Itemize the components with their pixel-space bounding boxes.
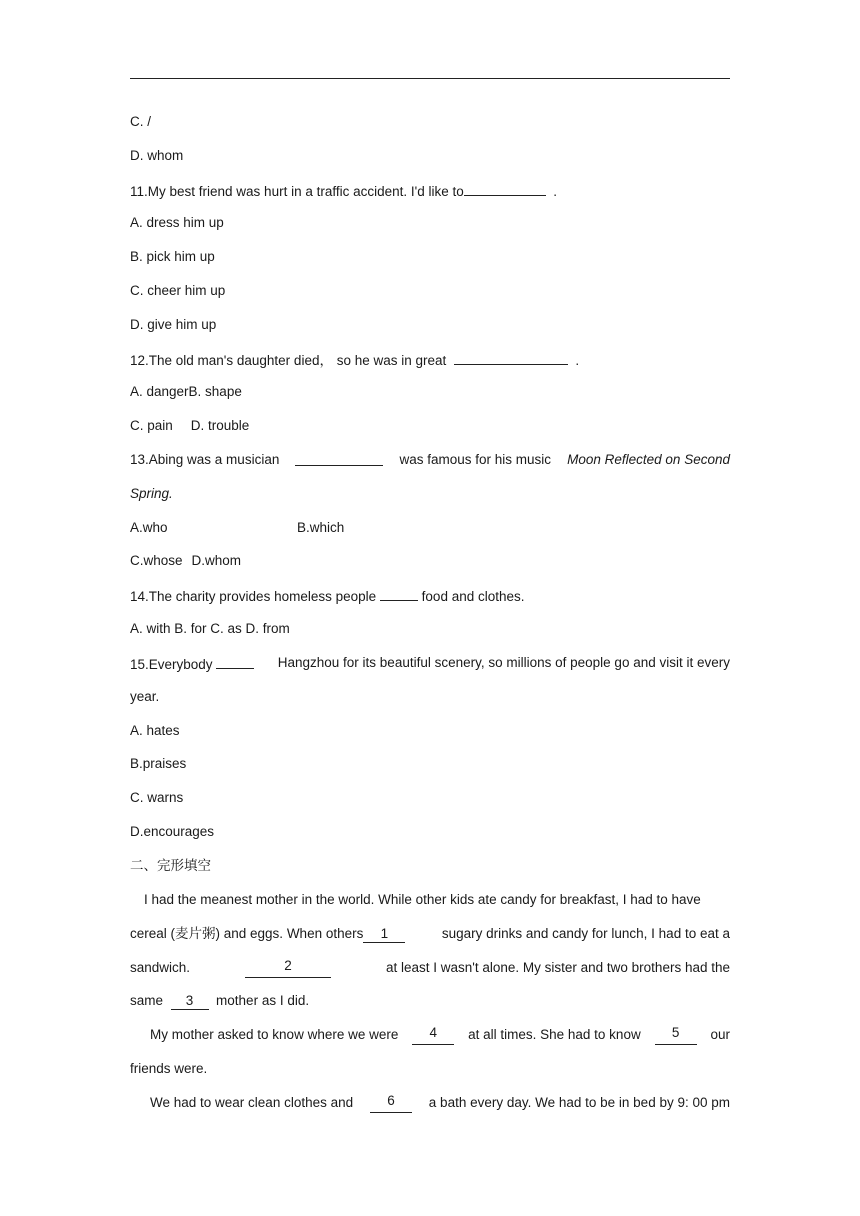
- q15-option-b: B.praises: [130, 756, 187, 771]
- q12-stem-text: 12.The old man's daughter died， so he was in great: [130, 353, 447, 368]
- q13-option-a: A.who: [130, 520, 168, 535]
- q13-option-b: B.which: [297, 520, 345, 535]
- q14-stem-text: 14.The charity provides homeless people: [130, 589, 377, 604]
- blank-3[interactable]: 3: [171, 993, 209, 1010]
- p1-mother: mother as I did.: [216, 993, 310, 1008]
- q11-option-a: A. dress him up: [130, 215, 224, 230]
- q12-option-d: D. trouble: [190, 418, 250, 433]
- q10-option-d: D. whom: [130, 148, 184, 163]
- q15-option-c: C. warns: [130, 790, 184, 805]
- q13-mid: was famous for his music: [399, 452, 552, 467]
- q12-option-c: C. pain: [130, 418, 173, 433]
- q13-title-1: Moon Reflected on Second: [567, 452, 730, 467]
- q11-stem: [130, 180, 730, 202]
- p1-sugary: sugary drinks and candy for lunch, I had to eat a: [441, 926, 730, 941]
- p1-cereal: cereal (: [130, 926, 176, 941]
- q11-option-c: C. cheer him up: [130, 283, 226, 298]
- q11-stem-text: 11.My best friend was hurt in a traffic accident. I'd like to: [130, 184, 464, 199]
- p1-eggs: ) and eggs. When others: [215, 926, 364, 941]
- blank-5[interactable]: 5: [655, 1025, 697, 1045]
- q15-stem: [130, 653, 730, 675]
- passage-p2-line-1: [130, 1025, 730, 1045]
- p2-our: our: [710, 1027, 730, 1042]
- q13-option-d: D.whom: [191, 553, 242, 568]
- q12-options-cd: [130, 416, 730, 436]
- blank-2[interactable]: 2: [245, 958, 331, 978]
- p1-alone: at least I wasn't alone. My sister and two brothers had the: [385, 960, 730, 975]
- q13-options-cd: [130, 551, 730, 571]
- q13-options-ab: [130, 518, 730, 538]
- p1-sandwich: sandwich.: [130, 960, 191, 975]
- q13-option-c: C.whose: [130, 553, 183, 568]
- q12-options-ab: [130, 382, 730, 402]
- q14-blank[interactable]: [380, 585, 418, 601]
- q11-end: .: [553, 184, 558, 199]
- q11-blank[interactable]: [464, 180, 546, 196]
- p2-asked: My mother asked to know where we were: [150, 1027, 399, 1042]
- q13-title-2: Spring.: [130, 486, 173, 501]
- q12-option-b: B. shape: [188, 384, 242, 399]
- passage-p1-line-4: [130, 991, 730, 1011]
- q15-blank[interactable]: [216, 653, 254, 669]
- q15-option-a: A. hates: [130, 723, 180, 738]
- q12-stem: [130, 349, 730, 371]
- p3-wear: We had to wear clean clothes and: [150, 1095, 354, 1110]
- q11-option-b: B. pick him up: [130, 249, 215, 264]
- q15-option-d: D.encourages: [130, 824, 215, 839]
- q15-continuation: year.: [130, 689, 160, 704]
- q12-option-a: A. danger: [130, 384, 189, 399]
- p2-times: at all times. She had to know: [468, 1027, 641, 1042]
- p3-bath: a bath every day. We had to be in bed by 9: 00 pm: [428, 1095, 730, 1110]
- q13-stem: [130, 450, 730, 470]
- p1-cereal-cn: 麦片粥: [175, 926, 216, 942]
- header-rule: [130, 78, 730, 79]
- q13-title-2-line: [130, 484, 730, 504]
- passage-p3-line-1: [130, 1093, 730, 1113]
- blank-1[interactable]: 1: [363, 926, 405, 943]
- q14-rest: food and clothes.: [421, 589, 525, 604]
- q13-blank[interactable]: [295, 450, 383, 466]
- passage-p1-line-2: [130, 924, 730, 944]
- q12-end: .: [575, 353, 580, 368]
- q12-blank[interactable]: [454, 349, 568, 365]
- q14-options: A. with B. for C. as D. from: [130, 621, 290, 636]
- q15-stem-text: 15.Everybody: [130, 657, 213, 672]
- q11-option-d: D. give him up: [130, 317, 217, 332]
- p1-same: same: [130, 993, 164, 1008]
- blank-4[interactable]: 4: [412, 1025, 454, 1045]
- q13-stem-text: 13.Abing was a musician: [130, 452, 280, 467]
- passage-p1-line-1: I had the meanest mother in the world. While other kids ate candy for breakfast, I had to have: [144, 892, 701, 907]
- blank-6[interactable]: 6: [370, 1093, 412, 1113]
- passage-p2-line-2: friends were.: [130, 1061, 208, 1076]
- q15-rest: Hangzhou for its beautiful scenery, so millions of people go and visit it every: [277, 655, 730, 670]
- q14-stem: [130, 585, 730, 607]
- passage-p1-line-3: [130, 958, 730, 978]
- section-2-title: 二、完形填空: [130, 858, 211, 874]
- q10-option-c: C. /: [130, 114, 152, 129]
